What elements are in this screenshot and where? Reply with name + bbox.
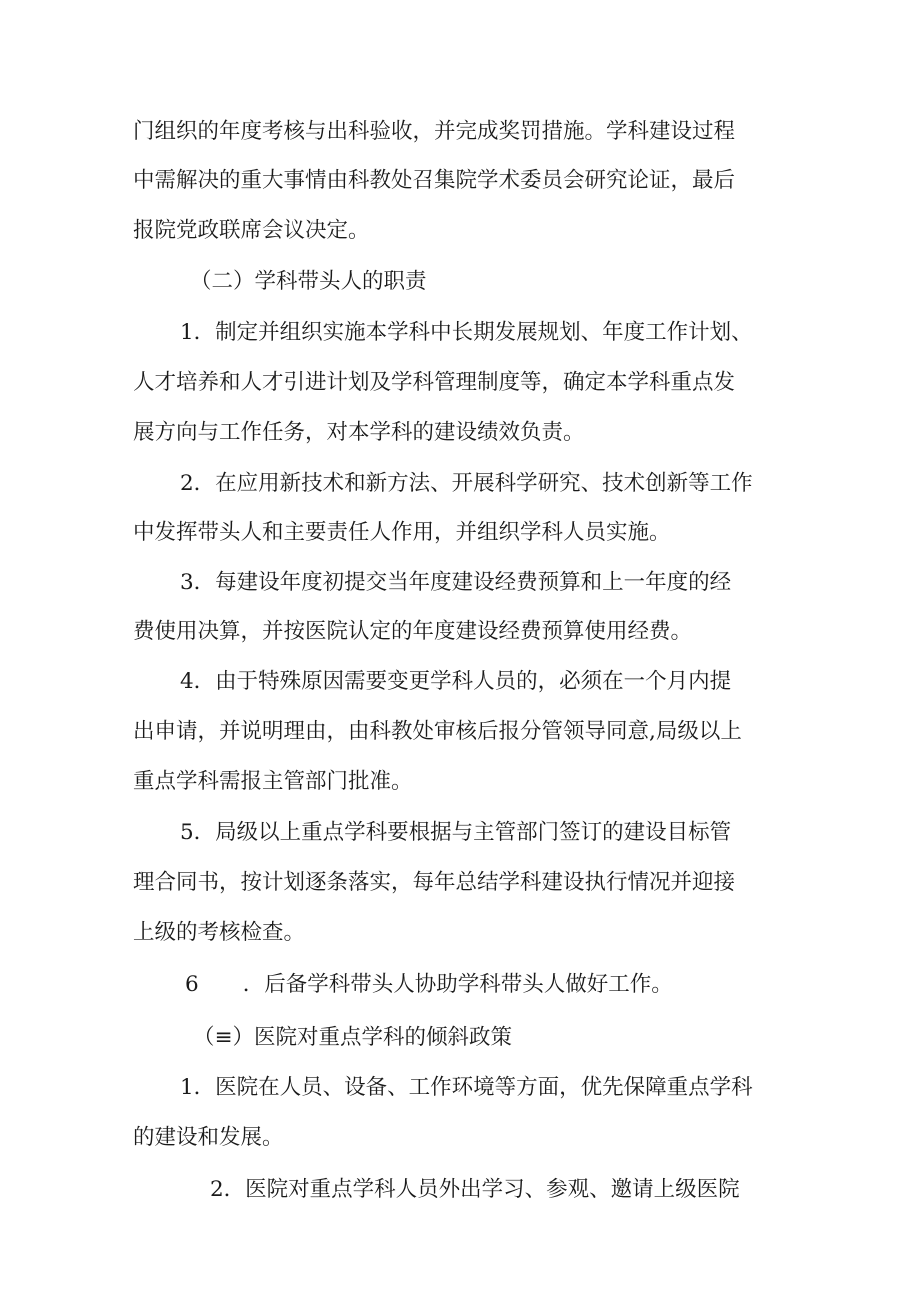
text-line bbox=[0, 970, 920, 1000]
text-line: 2．医院对重点学科人员外出学习、参观、邀请上级医院 bbox=[210, 1177, 740, 1202]
text-line: 门组织的年度考核与出科验收，并完成奖罚措施。学科建设过程 bbox=[133, 119, 736, 144]
text-line: 中发挥带头人和主要责任人作用，并组织学科人员实施。 bbox=[133, 520, 671, 545]
text-line: 重点学科需报主管部门批准。 bbox=[133, 769, 413, 794]
text-line: 3．每建设年度初提交当年度建设经费预算和上一年度的经 bbox=[180, 570, 732, 595]
text-line: 中需解决的重大事情由科教处召集院学术委员会研究论证，最后 bbox=[133, 168, 736, 193]
item-number: 6 bbox=[185, 972, 199, 997]
text-line: 理合同书，按计划逐条落实，每年总结学科建设执行情况并迎接 bbox=[133, 870, 736, 895]
text-line: 人才培养和人才引进计划及学科管理制度等，确定本学科重点发 bbox=[133, 370, 736, 395]
text-line: 5．局级以上重点学科要根据与主管部门签订的建设目标管 bbox=[180, 820, 732, 845]
text-line: 展方向与工作任务，对本学科的建设绩效负责。 bbox=[133, 420, 585, 445]
text-line: 费使用决算，并按医院认定的年度建设经费预算使用经费。 bbox=[133, 619, 693, 644]
section-heading: （二）学科带头人的职责 bbox=[190, 269, 427, 294]
text-line: 的建设和发展。 bbox=[133, 1125, 284, 1150]
text-line: 1．医院在人员、设备、工作环境等方面，优先保障重点学科 bbox=[180, 1075, 753, 1100]
text-line: 上级的考核检查。 bbox=[133, 920, 306, 945]
text-line: 报院党政联席会议决定。 bbox=[133, 218, 370, 243]
text-line: 出申请，并说明理由，由科教处审核后报分管领导同意,局级以上 bbox=[133, 719, 742, 744]
item-text: ．后备学科带头人协助学科带头人做好工作。 bbox=[242, 972, 673, 997]
text-line: 4．由于特殊原因需要变更学科人员的，必须在一个月内提 bbox=[180, 669, 732, 694]
text-line: 2．在应用新技术和新方法、开展科学研究、技术创新等工作 bbox=[180, 471, 753, 496]
text-line: 1．制定并组织实施本学科中长期发展规划、年度工作计划、 bbox=[180, 320, 753, 345]
section-heading: （≡）医院对重点学科的倾斜政策 bbox=[193, 1025, 513, 1050]
